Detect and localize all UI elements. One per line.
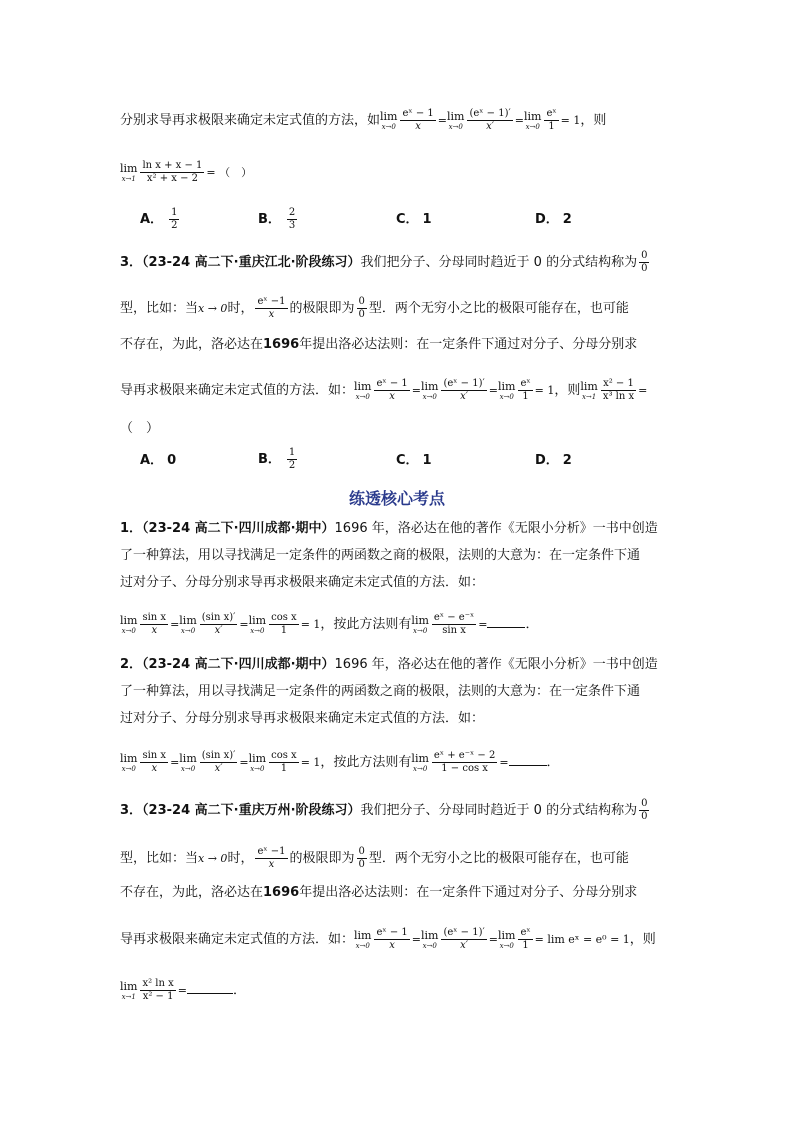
q2-text-before: 分别求导再求极限来确定未定式值的方法，如: [120, 113, 381, 128]
question-fraction: $\frac{\text{ln x + x − 1}}{\text{x² + x − 2}}$: [142, 160, 203, 184]
option-c[interactable]: C． 1: [396, 453, 432, 468]
p2-line-3: 过对分子、分母分别求导再求极限来确定未定式值的方法．如：: [120, 711, 485, 726]
p3-line-3: 不存在，为此，洛必达在1696年提出洛必达法则：在一定条件下通过对分子、分母分别求: [120, 885, 638, 900]
p1-line-2: 了一种算法，用以寻找满足一定条件的两函数之商的极限，法则的大意为：在一定条件下通: [120, 548, 641, 563]
lim-symbol: lim x→0: [446, 109, 465, 131]
p1-line-1: 1．（23-24 高二下·四川成都·期中）1696 年，洛必达在他的著作《无限小分析》一书中创造: [120, 521, 658, 536]
p3-line-1: 3．（23-24 高二下·重庆万州·阶段练习）我们把分子、分母同时趋近于 0 的分式结构称为 $\frac{0}{0}$: [120, 798, 648, 822]
q2-question-line: lim x→1 $\frac{\text{ln x + x − 1}}{\text{x² + x − 2}}$ = （ ）: [120, 160, 253, 184]
p2-formula-line: lim x→0 $\frac{\text{sin x}}{x}$ = lim x→0 $\frac{\text{(sin x)′}}{x'}$ = lim x→0 $\frac{\text{cos x}}{1}$ = 1，按此方法则有 lim x→0 $\frac{\text{eˣ + e⁻ˣ − 2}}{\text{1 − cos x}}$ = ．: [120, 750, 560, 774]
zero-over-zero: $\frac{0}{0}$: [641, 250, 648, 274]
option-a[interactable]: A． 0: [140, 453, 177, 468]
q3-line-3: 不存在，为此，洛必达在1696年提出洛必达法则：在一定条件下通过对分子、分母分别求: [120, 337, 638, 352]
p3-line-2: 型，比如：当x → 0时， $\frac{\text{eˣ −1}}{x}$ 的极限即为 $\frac{0}{0}$ 型．两个无穷小之比的极限可能存在，也可能: [120, 846, 629, 870]
q2-text-after: ，则: [580, 113, 607, 128]
q3-paren: （ ）: [120, 421, 160, 436]
p3-line-4: 导再求极限来确定未定式值的方法．如： lim x→0 $\frac{\text{eˣ − 1}}{x}$ = lim x→0 $\frac{\text{(eˣ − 1)′}}{x'}$ = lim x→0 $\frac{\text{eˣ}}{1}$ = lim eˣ = e⁰ = 1，则: [120, 927, 656, 951]
section-title: 练透核心考点: [348, 489, 445, 508]
q3-line-1: 3．（23-24 高二下·重庆江北·阶段练习）我们把分子、分母同时趋近于 0 的分式结构称为 $\frac{0}{0}$: [120, 250, 648, 274]
option-b[interactable]: B． $\frac{2}{3}$: [258, 207, 296, 231]
p2-line-1: 2．（23-24 高二下·四川成都·期中）1696 年，洛必达在他的著作《无限小分析》一书中创造: [120, 657, 658, 672]
q3-line-4: 导再求极限来确定未定式值的方法．如： lim x→0 $\frac{\text{eˣ − 1}}{x}$ = lim x→0 $\frac{\text{(eˣ − 1)′}}{x'}$ = lim x→0 $\frac{\text{eˣ}}{1}$ = 1，则 lim x→1 $\frac{\text{x² − 1}}{\text{x³ ln x}}$ =: [120, 378, 648, 402]
p1-line-3: 过对分子、分母分别求导再求极限来确定未定式值的方法．如：: [120, 575, 485, 590]
option-d[interactable]: D． 2: [535, 212, 572, 227]
answer-blank[interactable]: [187, 981, 233, 994]
fraction: $\frac{\text{(eˣ − 1)′}}{x'}$: [469, 108, 511, 132]
p1-formula-line: lim x→0 $\frac{\text{sin x}}{x}$ = lim x→0 $\frac{\text{(sin x)′}}{x'}$ = lim x→0 $\frac{\text{cos x}}{1}$ = 1，按此方法则有 lim x→0 $\frac{\text{eˣ − e⁻ˣ}}{\text{sin x}}$ = ．: [120, 612, 539, 636]
lim-symbol: lim x→1: [120, 161, 138, 183]
lim-symbol: lim x→0: [380, 109, 398, 131]
q3-line-2: 型，比如：当x → 0时， $\frac{\text{eˣ −1}}{x}$ 的极限即为 $\frac{0}{0}$ 型．两个无穷小之比的极限可能存在，也可能: [120, 296, 629, 320]
option-d[interactable]: D． 2: [535, 453, 572, 468]
option-b[interactable]: B． $\frac{1}{2}$: [258, 447, 296, 471]
option-a[interactable]: A． $\frac{1}{2}$: [140, 207, 178, 231]
option-c[interactable]: C． 1: [396, 212, 432, 227]
lim-symbol: lim x→0: [523, 109, 542, 131]
p3-question-line: lim x→1 $\frac{\text{x² ln x}}{\text{x² − 1}}$ = ．: [120, 978, 246, 1002]
p2-line-2: 了一种算法，用以寻找满足一定条件的两函数之商的极限，法则的大意为：在一定条件下通: [120, 684, 641, 699]
answer-blank[interactable]: [509, 753, 547, 766]
fraction: $\frac{\text{eˣ}}{1}$: [546, 108, 557, 132]
fraction: $\frac{\text{eˣ − 1}}{x}$: [402, 108, 434, 132]
answer-blank[interactable]: [487, 615, 525, 628]
q2-text-line: 分别求导再求极限来确定未定式值的方法，如 lim x→0 $\frac{\text{eˣ − 1}}{x}$ = lim x→0 $\frac{\text{(eˣ − 1)′}}{x'}$ = lim x→0 $\frac{\text{eˣ}}{1}$ = 1，则: [120, 108, 607, 132]
